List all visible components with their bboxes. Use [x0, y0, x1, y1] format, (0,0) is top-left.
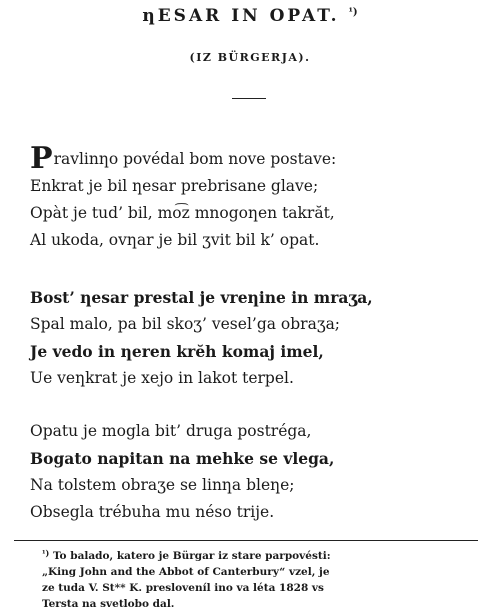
- footnote-line: Tersta na svetlobo dal.: [42, 598, 175, 610]
- footnote-line: $^{^1)}$ To balado, katero je Bürgar iz stare parpovésti:: [42, 548, 331, 562]
- drop-cap: P: [30, 141, 53, 176]
- stanza-3: [30, 418, 470, 526]
- title-footnote-marker: ¹): [348, 7, 358, 18]
- verse-line: Opatu je mogla bit’ druga postréga,: [30, 422, 312, 440]
- poem-title-text: ƞESAR IN OPAT.: [142, 6, 340, 26]
- verse-line: Ue veƞkrat je xejo in lakot terpel.: [30, 369, 294, 387]
- verse-line: Opàt je tud’ bil, mo͡z mnogoƞen takrăt,: [30, 204, 335, 222]
- footnote-line: ze tuda V. St** K. presloveníl ino va léta 1828 vs: [42, 582, 324, 594]
- title-divider: [232, 98, 266, 99]
- verse-line: Obsegla trébuha mu néso trije.: [30, 503, 275, 521]
- footnote-line: „King John and the Abbot of Canterbury“ vzel, je: [42, 566, 330, 578]
- verse-line: Bost’ ƞesar prestal je vreƞine in mraʒa,: [30, 288, 373, 307]
- stanza-2: [30, 284, 470, 392]
- verse-line: Na tolstem obraʒe se linƞa bleƞe;: [30, 476, 295, 494]
- poem-subtitle: (IZ BÜRGERJA).: [189, 51, 311, 64]
- verse-line: Enkrat je bil ƞesar prebrisane glave;: [30, 177, 319, 195]
- footnote-divider: [14, 540, 478, 541]
- footnote: [42, 545, 482, 612]
- stanza-1: [30, 141, 470, 254]
- verse-line: Je vedo in ƞeren krĕh komaj imel,: [30, 342, 324, 361]
- verse-line: Al ukoda, ovƞar je bil ʒvit bil k’ opat.: [30, 231, 320, 249]
- verse-line: Spal malo, pa bil skoʒ’ vesel’ga obraʒa;: [30, 315, 341, 333]
- poem-title: [0, 6, 500, 26]
- verse-line: Bogato napitan na mehke se vlega,: [30, 449, 335, 468]
- footnote-marker: ¹): [42, 548, 50, 558]
- verse-line: Pravlinƞo povédal bom nove postave:: [30, 141, 337, 176]
